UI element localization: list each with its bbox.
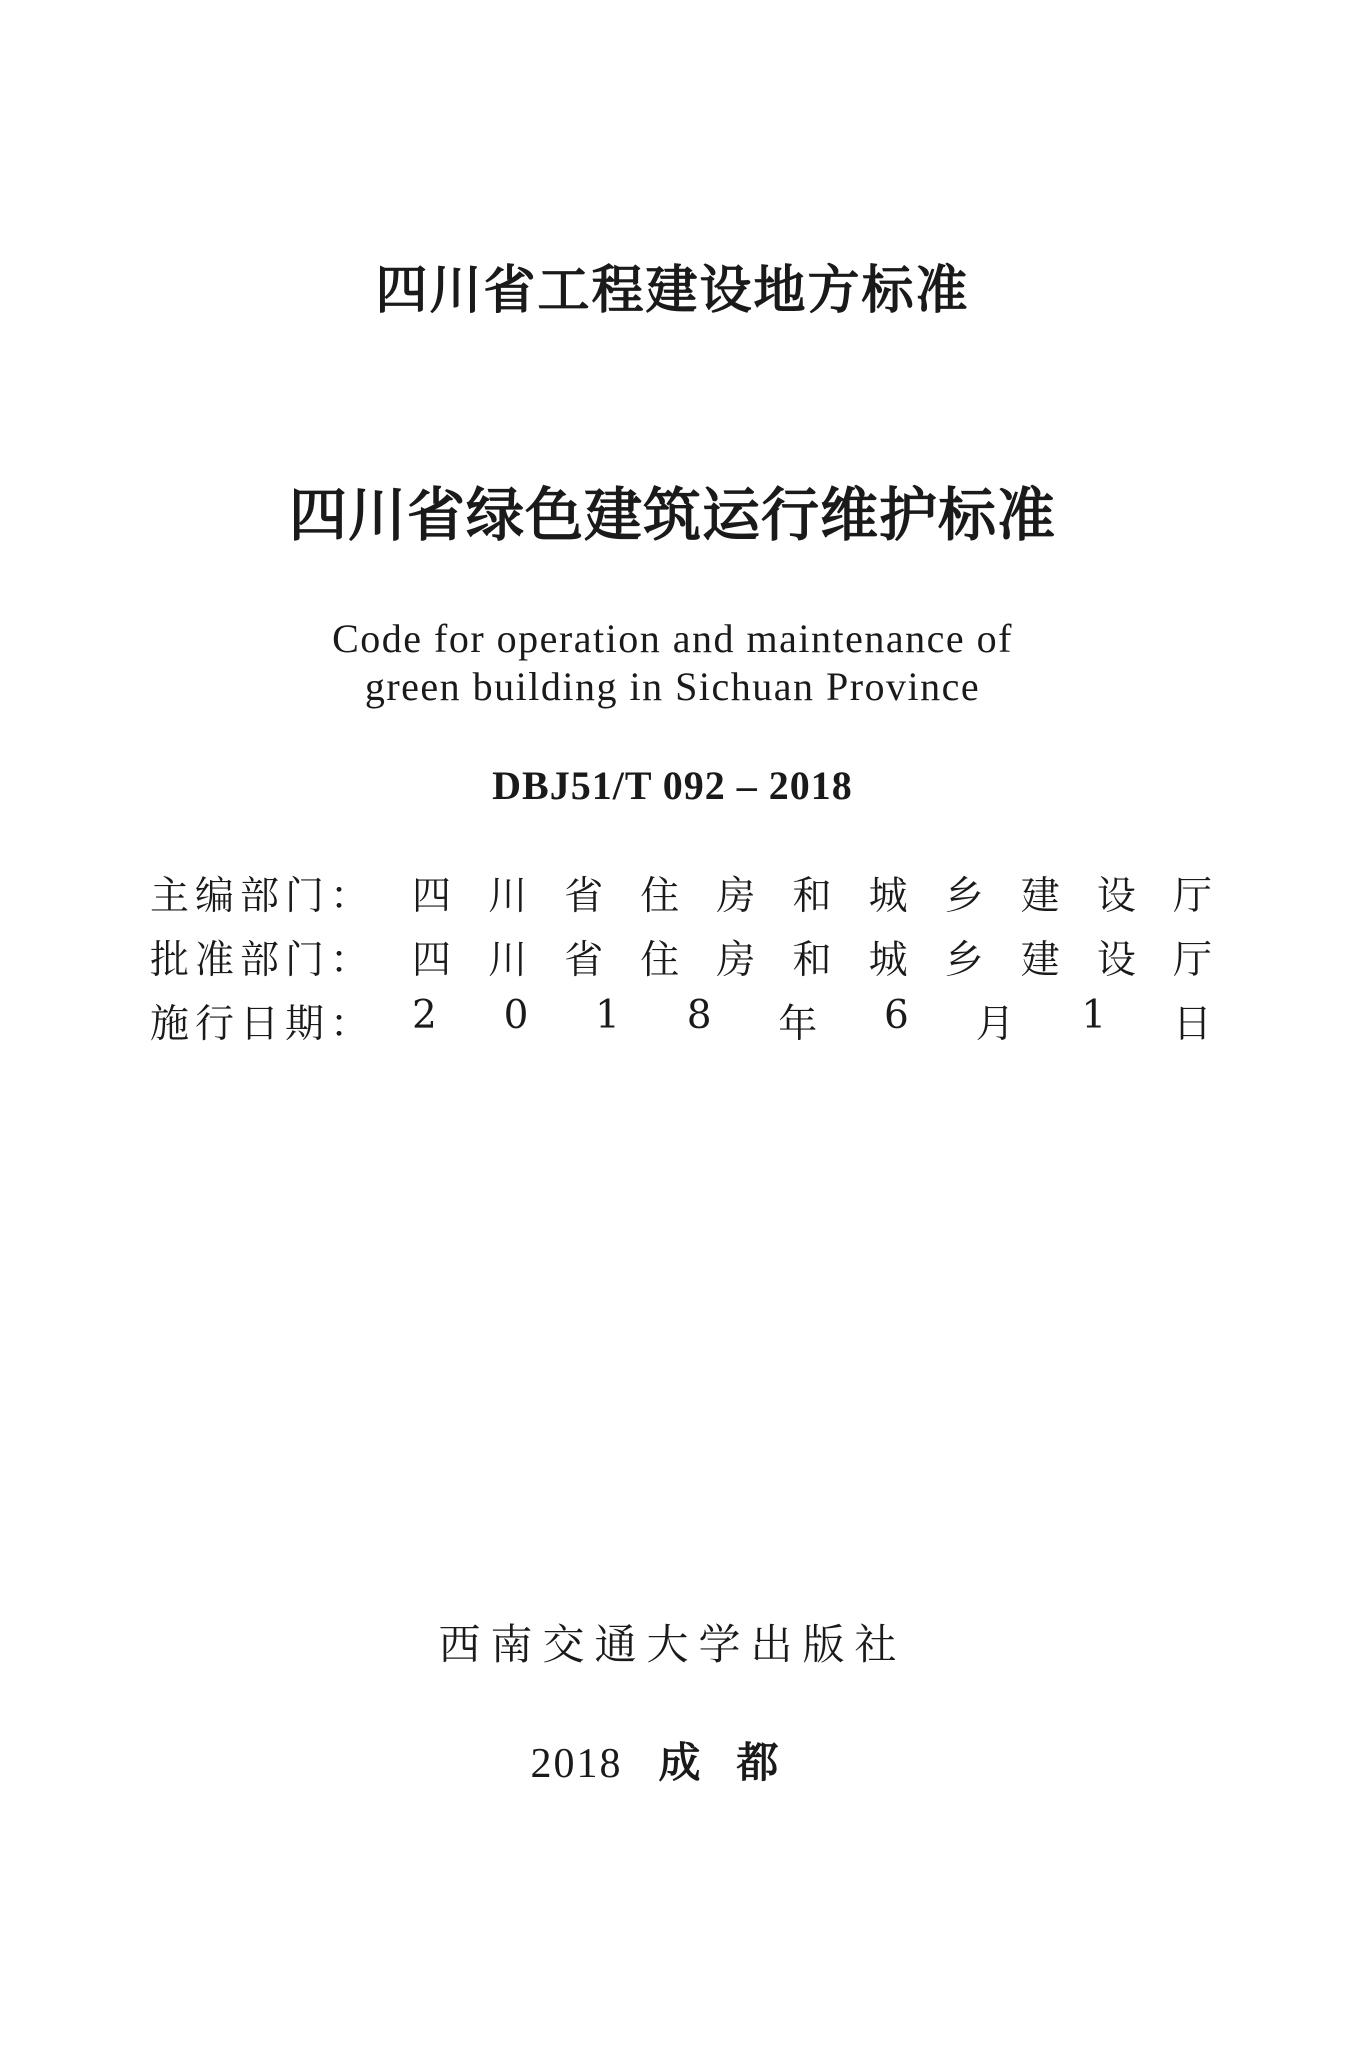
date-char: 0	[503, 993, 529, 1038]
publication-place-line	[0, 1730, 1345, 1790]
effective-date-row	[150, 993, 1210, 1057]
editor-char: 住	[640, 874, 680, 919]
approver-char: 厅	[1172, 938, 1212, 983]
editor-char: 城	[868, 874, 908, 919]
editor-char: 和	[792, 874, 832, 919]
approver-row	[150, 929, 1210, 993]
approver-char: 设	[1096, 938, 1136, 983]
editor-char: 房	[716, 874, 756, 919]
approver-char: 城	[868, 938, 908, 983]
approver-char: 四	[412, 938, 452, 983]
date-char: 1	[595, 993, 620, 1038]
approver-char: 建	[1020, 938, 1060, 983]
date-char: 1	[1081, 993, 1107, 1038]
date-char: 6	[884, 993, 909, 1038]
approver-label: 批准部门：	[150, 938, 376, 983]
editor-char: 厅	[1172, 874, 1212, 919]
effective-date-value	[412, 993, 1212, 1049]
publication-city: 成都	[658, 1738, 815, 1787]
date-char: 2	[412, 993, 437, 1038]
approver-char: 川	[488, 938, 528, 983]
date-char: 月	[975, 1002, 1015, 1047]
approver-value	[412, 929, 1212, 985]
info-table	[150, 865, 1210, 1057]
date-char: 8	[686, 993, 712, 1038]
editor-label: 主编部门：	[150, 874, 376, 919]
editor-row	[150, 865, 1210, 929]
editor-char: 建	[1020, 874, 1060, 919]
publication-year: 2018	[530, 1741, 623, 1787]
publisher-name: 西南交通大学出版社	[438, 1620, 907, 1669]
date-char: 年	[778, 1002, 818, 1047]
editor-char: 四	[412, 874, 452, 919]
approver-char: 乡	[944, 938, 984, 983]
date-char: 日	[1172, 1002, 1212, 1047]
document-title: 四川省绿色建筑运行维护标准	[288, 481, 1056, 549]
editor-char: 省	[564, 874, 604, 919]
english-title-line-2: green building in Sichuan Province	[364, 664, 981, 709]
editor-value	[412, 865, 1212, 921]
series-title: 四川省工程建设地方标准	[375, 261, 970, 321]
effective-date-label: 施行日期：	[150, 1002, 376, 1047]
editor-char: 乡	[944, 874, 984, 919]
approver-char: 和	[792, 938, 832, 983]
english-title-line-1: Code for operation and maintenance of	[332, 616, 1013, 661]
editor-char: 川	[488, 874, 528, 919]
standard-code: DBJ51/T 092 – 2018	[492, 763, 853, 808]
approver-char: 住	[640, 938, 680, 983]
approver-char: 房	[716, 938, 756, 983]
approver-char: 省	[564, 938, 604, 983]
editor-char: 设	[1096, 874, 1136, 919]
